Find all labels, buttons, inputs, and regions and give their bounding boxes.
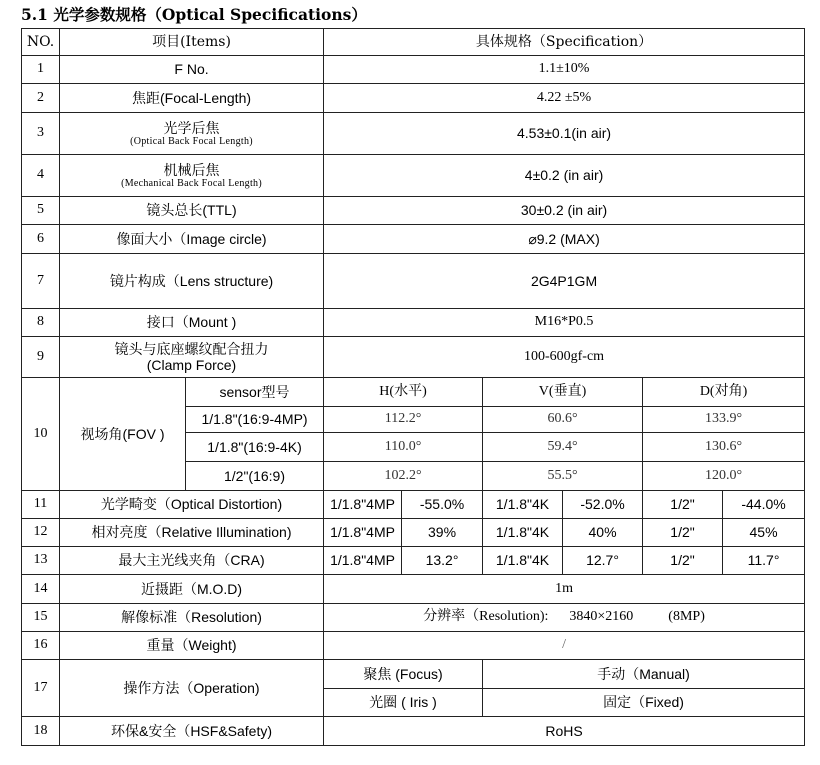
table-row [22,254,805,309]
iris-value: 固定（Fixed) [483,689,805,717]
fov-v: 55.5° [483,462,643,491]
sensor-cell: 1/2" [643,491,723,519]
table-row [22,519,805,547]
fov-col-sensor: sensor型号 [186,378,324,407]
row-no: 12 [22,519,60,547]
value-cell: 40% [563,519,643,547]
fov-col-d: D(对角) [643,378,805,407]
row-item: 环保&安全（HSF&Safety) [60,717,324,746]
row-value: 1.1±10% [324,56,805,84]
row-item [60,337,324,378]
table-row [22,575,805,604]
row-no: 17 [22,660,60,717]
fov-h: 102.2° [324,462,483,491]
row-value: / [324,632,805,660]
sensor-cell: 1/1.8"4MP [324,491,402,519]
row-no: 8 [22,309,60,337]
row-value: 4.22 ±5% [324,84,805,113]
row-value: 分辨率（Resolution): 3840×2160 (8MP) [324,604,805,632]
row-item: 像面大小（Image circle) [60,225,324,254]
table-row [22,660,805,689]
section-heading: 5.1 光学参数规格（Optical Specifications） [21,5,367,24]
fov-h: 112.2° [324,407,483,433]
row-value: 4±0.2 (in air) [324,155,805,197]
table-row [22,309,805,337]
sensor-cell: 1/1.8"4K [483,547,563,575]
row-no: 13 [22,547,60,575]
iris-label: 光圈 ( Iris ) [324,689,483,717]
row-no: 2 [22,84,60,113]
value-cell: 45% [723,519,805,547]
row-value: 100-600gf-cm [324,337,805,378]
row-item: 接口（Mount ) [60,309,324,337]
row-value: M16*P0.5 [324,309,805,337]
focus-label: 聚焦 (Focus) [324,660,483,689]
row-no: 7 [22,254,60,309]
sensor-cell: 1/1.8"4K [483,519,563,547]
row-no: 9 [22,337,60,378]
sensor-cell: 1/2" [643,547,723,575]
row-no: 18 [22,717,60,746]
row-item: 相对亮度（Relative Illumination) [60,519,324,547]
row-value: 30±0.2 (in air) [324,197,805,225]
table-row [22,717,805,746]
value-cell: -44.0% [723,491,805,519]
header-no: NO. [22,29,60,56]
header-spec: 具体规格（Specification） [324,29,805,56]
row-no: 15 [22,604,60,632]
row-item: 解像标准（Resolution) [60,604,324,632]
table-row [22,225,805,254]
table-row [22,155,805,197]
row-item-sub: (Mechanical Back Focal Length) [121,177,262,189]
optical-spec-table [21,28,805,746]
row-item: 镜头总长(TTL) [60,197,324,225]
row-item: 重量（Weight) [60,632,324,660]
row-item [60,113,324,155]
row-no: 14 [22,575,60,604]
row-item [60,155,324,197]
row-value: 1m [324,575,805,604]
table-row [22,337,805,378]
table-row [22,491,805,519]
row-value: 2G4P1GM [324,254,805,309]
row-no: 11 [22,491,60,519]
row-item: 镜片构成（Lens structure) [60,254,324,309]
row-item: 焦距(Focal-Length) [60,84,324,113]
fov-sensor: 1/2"(16:9) [186,462,324,491]
row-item: 最大主光线夹角（CRA) [60,547,324,575]
row-no: 3 [22,113,60,155]
fov-h: 110.0° [324,433,483,462]
sensor-cell: 1/2" [643,519,723,547]
table-row [22,113,805,155]
row-value: ⌀9.2 (MAX) [324,225,805,254]
row-item-sub: (Clamp Force) [146,357,237,373]
value-cell: 12.7° [563,547,643,575]
row-no: 10 [22,378,60,491]
row-no: 16 [22,632,60,660]
fov-d: 130.6° [643,433,805,462]
row-no: 6 [22,225,60,254]
fov-v: 60.6° [483,407,643,433]
row-no: 4 [22,155,60,197]
focus-value: 手动（Manual) [483,660,805,689]
sensor-cell: 1/1.8"4MP [324,547,402,575]
row-item-sub: (Optical Back Focal Length) [130,135,253,147]
sensor-cell: 1/1.8"4MP [324,519,402,547]
header-items: 项目(Items) [60,29,324,56]
fov-d: 120.0° [643,462,805,491]
row-item: F No. [60,56,324,84]
fov-header-row [22,378,805,407]
table-row [22,84,805,113]
table-row [22,56,805,84]
row-item: 光学畸变（Optical Distortion) [60,491,324,519]
table-row [22,604,805,632]
row-item-main: 光学后焦 [163,119,220,136]
fov-d: 133.9° [643,407,805,433]
row-value: 4.53±0.1(in air) [324,113,805,155]
row-item: 操作方法（Operation) [60,660,324,717]
table-row [22,547,805,575]
fov-sensor: 1/1.8"(16:9-4K) [186,433,324,462]
row-value: RoHS [324,717,805,746]
value-cell: 13.2° [402,547,483,575]
fov-v: 59.4° [483,433,643,462]
table-row [22,197,805,225]
value-cell: 39% [402,519,483,547]
table-row [22,632,805,660]
header-row [22,29,805,56]
fov-col-h: H(水平) [324,378,483,407]
row-item: 近摄距（M.O.D) [60,575,324,604]
row-no: 5 [22,197,60,225]
sensor-cell: 1/1.8"4K [483,491,563,519]
value-cell: -52.0% [563,491,643,519]
row-no: 1 [22,56,60,84]
value-cell: 11.7° [723,547,805,575]
fov-sensor: 1/1.8"(16:9-4MP) [186,407,324,433]
fov-col-v: V(垂直) [483,378,643,407]
value-cell: -55.0% [402,491,483,519]
row-item-main: 镜头与底座螺纹配合扭力 [114,340,269,357]
row-item-main: 机械后焦 [163,161,220,178]
row-item: 视场角(FOV ) [60,378,186,491]
